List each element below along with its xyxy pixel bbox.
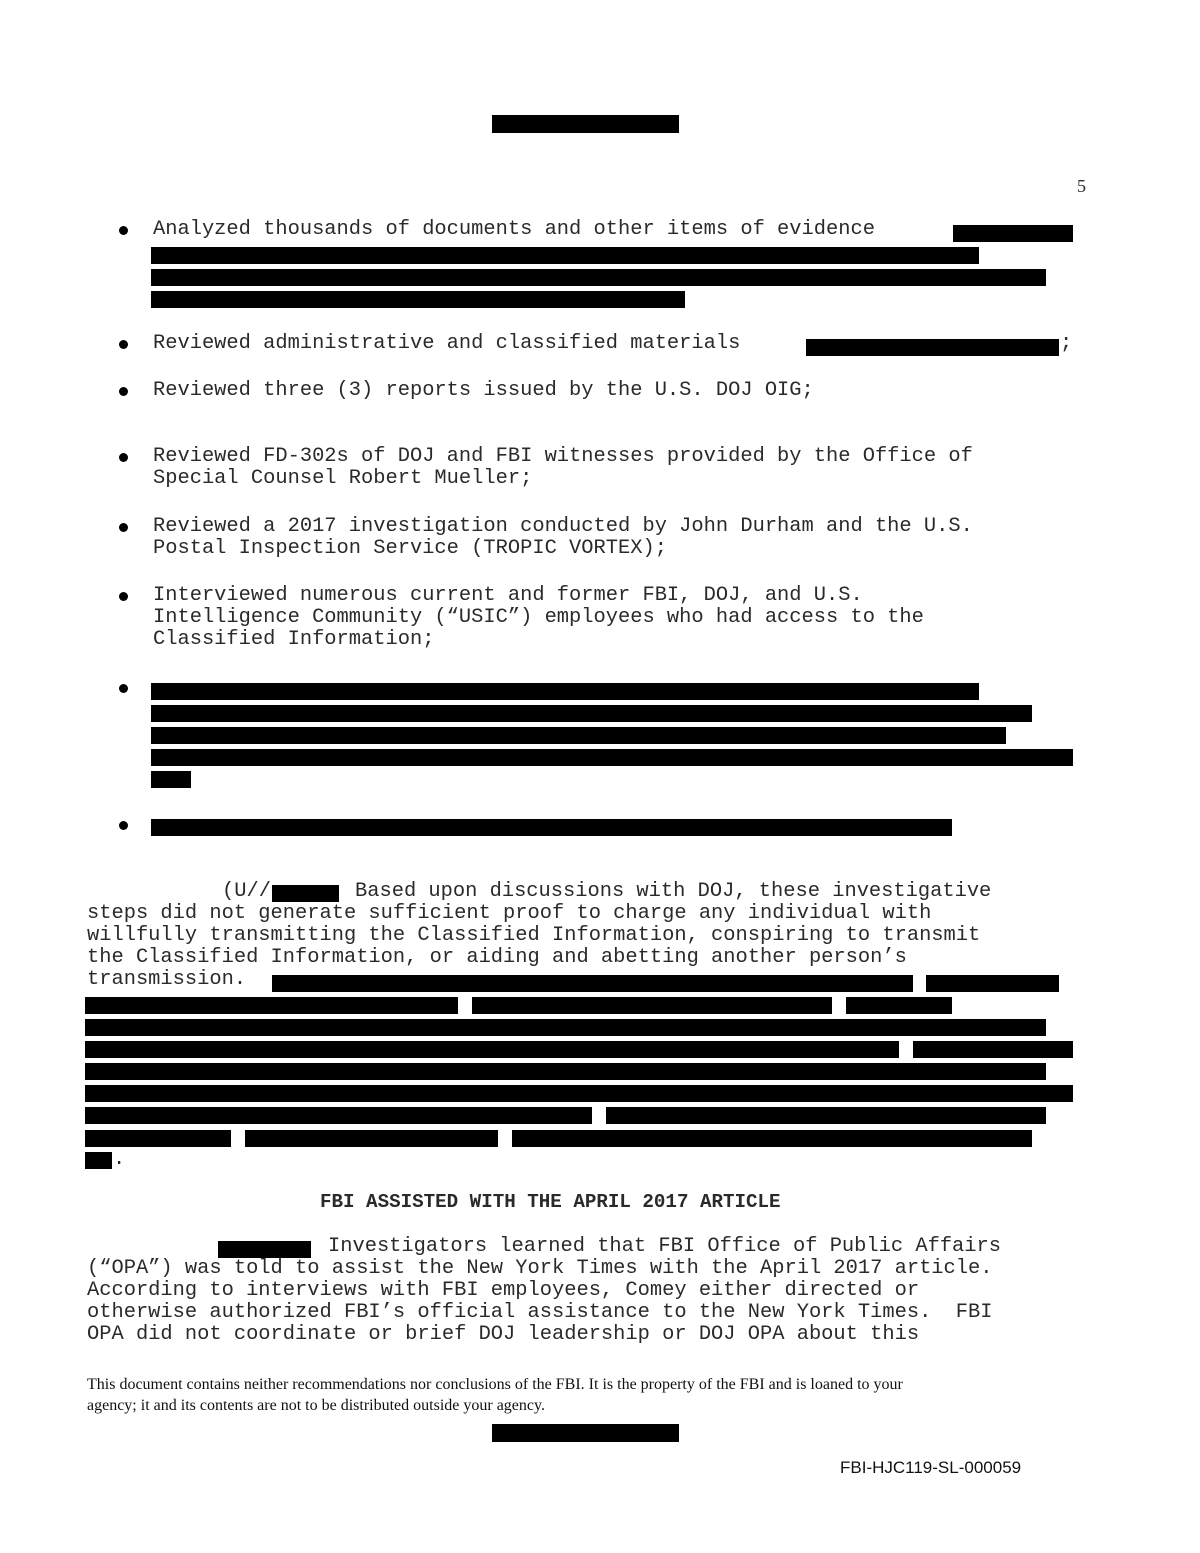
- redaction-classification-marking: [218, 1241, 311, 1258]
- redaction-block: [151, 269, 1046, 286]
- bullet-5: [119, 523, 128, 532]
- bullet-2: [119, 340, 128, 349]
- paragraph-1-line-4: the Classified Information, or aiding and abetting another person’s: [87, 946, 907, 969]
- bullet-6: [119, 592, 128, 601]
- page-number: 5: [1077, 176, 1086, 196]
- redaction-block: [85, 1019, 1046, 1036]
- bullet-8: [119, 821, 128, 830]
- redaction-block: [806, 339, 1059, 356]
- redaction-block: [85, 1085, 1073, 1102]
- bullet-2-semicolon: ;: [1060, 332, 1073, 355]
- redaction-block: [926, 975, 1059, 992]
- bullet-2-text: Reviewed administrative and classified materials: [153, 332, 741, 355]
- redaction-block: [85, 1152, 112, 1169]
- paragraph-1-line-5: transmission.: [87, 968, 247, 991]
- redaction-block: [953, 225, 1073, 242]
- bullet-5-line-1: Reviewed a 2017 investigation conducted by John Durham and the U.S.: [153, 515, 973, 538]
- redaction-block: [272, 975, 913, 992]
- redaction-block: [151, 705, 1032, 722]
- bullet-1: [119, 226, 128, 235]
- redaction-block: [151, 727, 1006, 744]
- paragraph-2-line-3: According to interviews with FBI employees, Comey either directed or: [87, 1279, 920, 1302]
- bullet-7: [119, 684, 128, 693]
- bullet-6-line-1: Interviewed numerous current and former FBI, DOJ, and U.S.: [153, 584, 863, 607]
- bates-number: FBI-HJC119-SL-000059: [840, 1458, 1022, 1477]
- bullet-6-line-2: Intelligence Community (“USIC”) employees who had access to the: [153, 606, 924, 629]
- bullet-5-line-2: Postal Inspection Service (TROPIC VORTEX);: [153, 537, 667, 560]
- redaction-block: [245, 1130, 498, 1147]
- bullet-4-line-1: Reviewed FD-302s of DOJ and FBI witnesses provided by the Office of: [153, 445, 973, 468]
- redaction-block: [151, 683, 979, 700]
- redaction-block: [151, 749, 1073, 766]
- paragraph-2-line-1: Investigators learned that FBI Office of Public Affairs: [328, 1235, 1002, 1258]
- footer-disclaimer-line-2: agency; it and its contents are not to be distributed outside your agency.: [87, 1397, 545, 1414]
- bullet-3-text: Reviewed three (3) reports issued by the U.S. DOJ OIG;: [153, 379, 814, 402]
- paragraph-1-end-period: .: [113, 1148, 126, 1171]
- paragraph-1-line-3: willfully transmitting the Classified Information, conspiring to transmit: [87, 924, 981, 947]
- redaction-classification-marking: [272, 885, 339, 902]
- bullet-4: [119, 453, 128, 462]
- footer-disclaimer-line-1: This document contains neither recommendations nor conclusions of the FBI. It is the property of the FBI and is loaned to your: [87, 1376, 903, 1393]
- redaction-block: [151, 819, 952, 836]
- paragraph-2-line-2: (“OPA”) was told to assist the New York Times with the April 2017 article.: [87, 1257, 993, 1280]
- paragraph-1-line-2: steps did not generate sufficient proof to charge any individual with: [87, 902, 932, 925]
- redaction-block: [606, 1107, 1046, 1124]
- redaction-block: [85, 1041, 899, 1058]
- redaction-header-classification: [492, 115, 679, 133]
- redaction-block: [85, 1130, 231, 1147]
- paragraph-2-line-5: OPA did not coordinate or brief DOJ leadership or DOJ OPA about this: [87, 1323, 920, 1346]
- redaction-footer-classification: [492, 1424, 679, 1442]
- redaction-block: [151, 771, 191, 788]
- bullet-3: [119, 387, 128, 396]
- redaction-block: [85, 1107, 592, 1124]
- redaction-block: [85, 997, 458, 1014]
- redaction-block: [512, 1130, 1032, 1147]
- paragraph-2-line-4: otherwise authorized FBI’s official assistance to the New York Times. FBI: [87, 1301, 993, 1324]
- redaction-block: [846, 997, 952, 1014]
- redaction-block: [151, 247, 979, 264]
- section-heading: FBI ASSISTED WITH THE APRIL 2017 ARTICLE: [320, 1191, 781, 1213]
- bullet-6-line-3: Classified Information;: [153, 628, 435, 651]
- redaction-block: [151, 291, 685, 308]
- paragraph-1-line-1: Based upon discussions with DOJ, these investigative: [355, 880, 992, 903]
- redaction-block: [85, 1063, 1046, 1080]
- paragraph-1-prefix: (U//: [222, 880, 271, 903]
- bullet-4-line-2: Special Counsel Robert Mueller;: [153, 467, 533, 490]
- redaction-block: [472, 997, 832, 1014]
- redaction-block: [913, 1041, 1073, 1058]
- bullet-1-text: Analyzed thousands of documents and other items of evidence: [153, 218, 875, 241]
